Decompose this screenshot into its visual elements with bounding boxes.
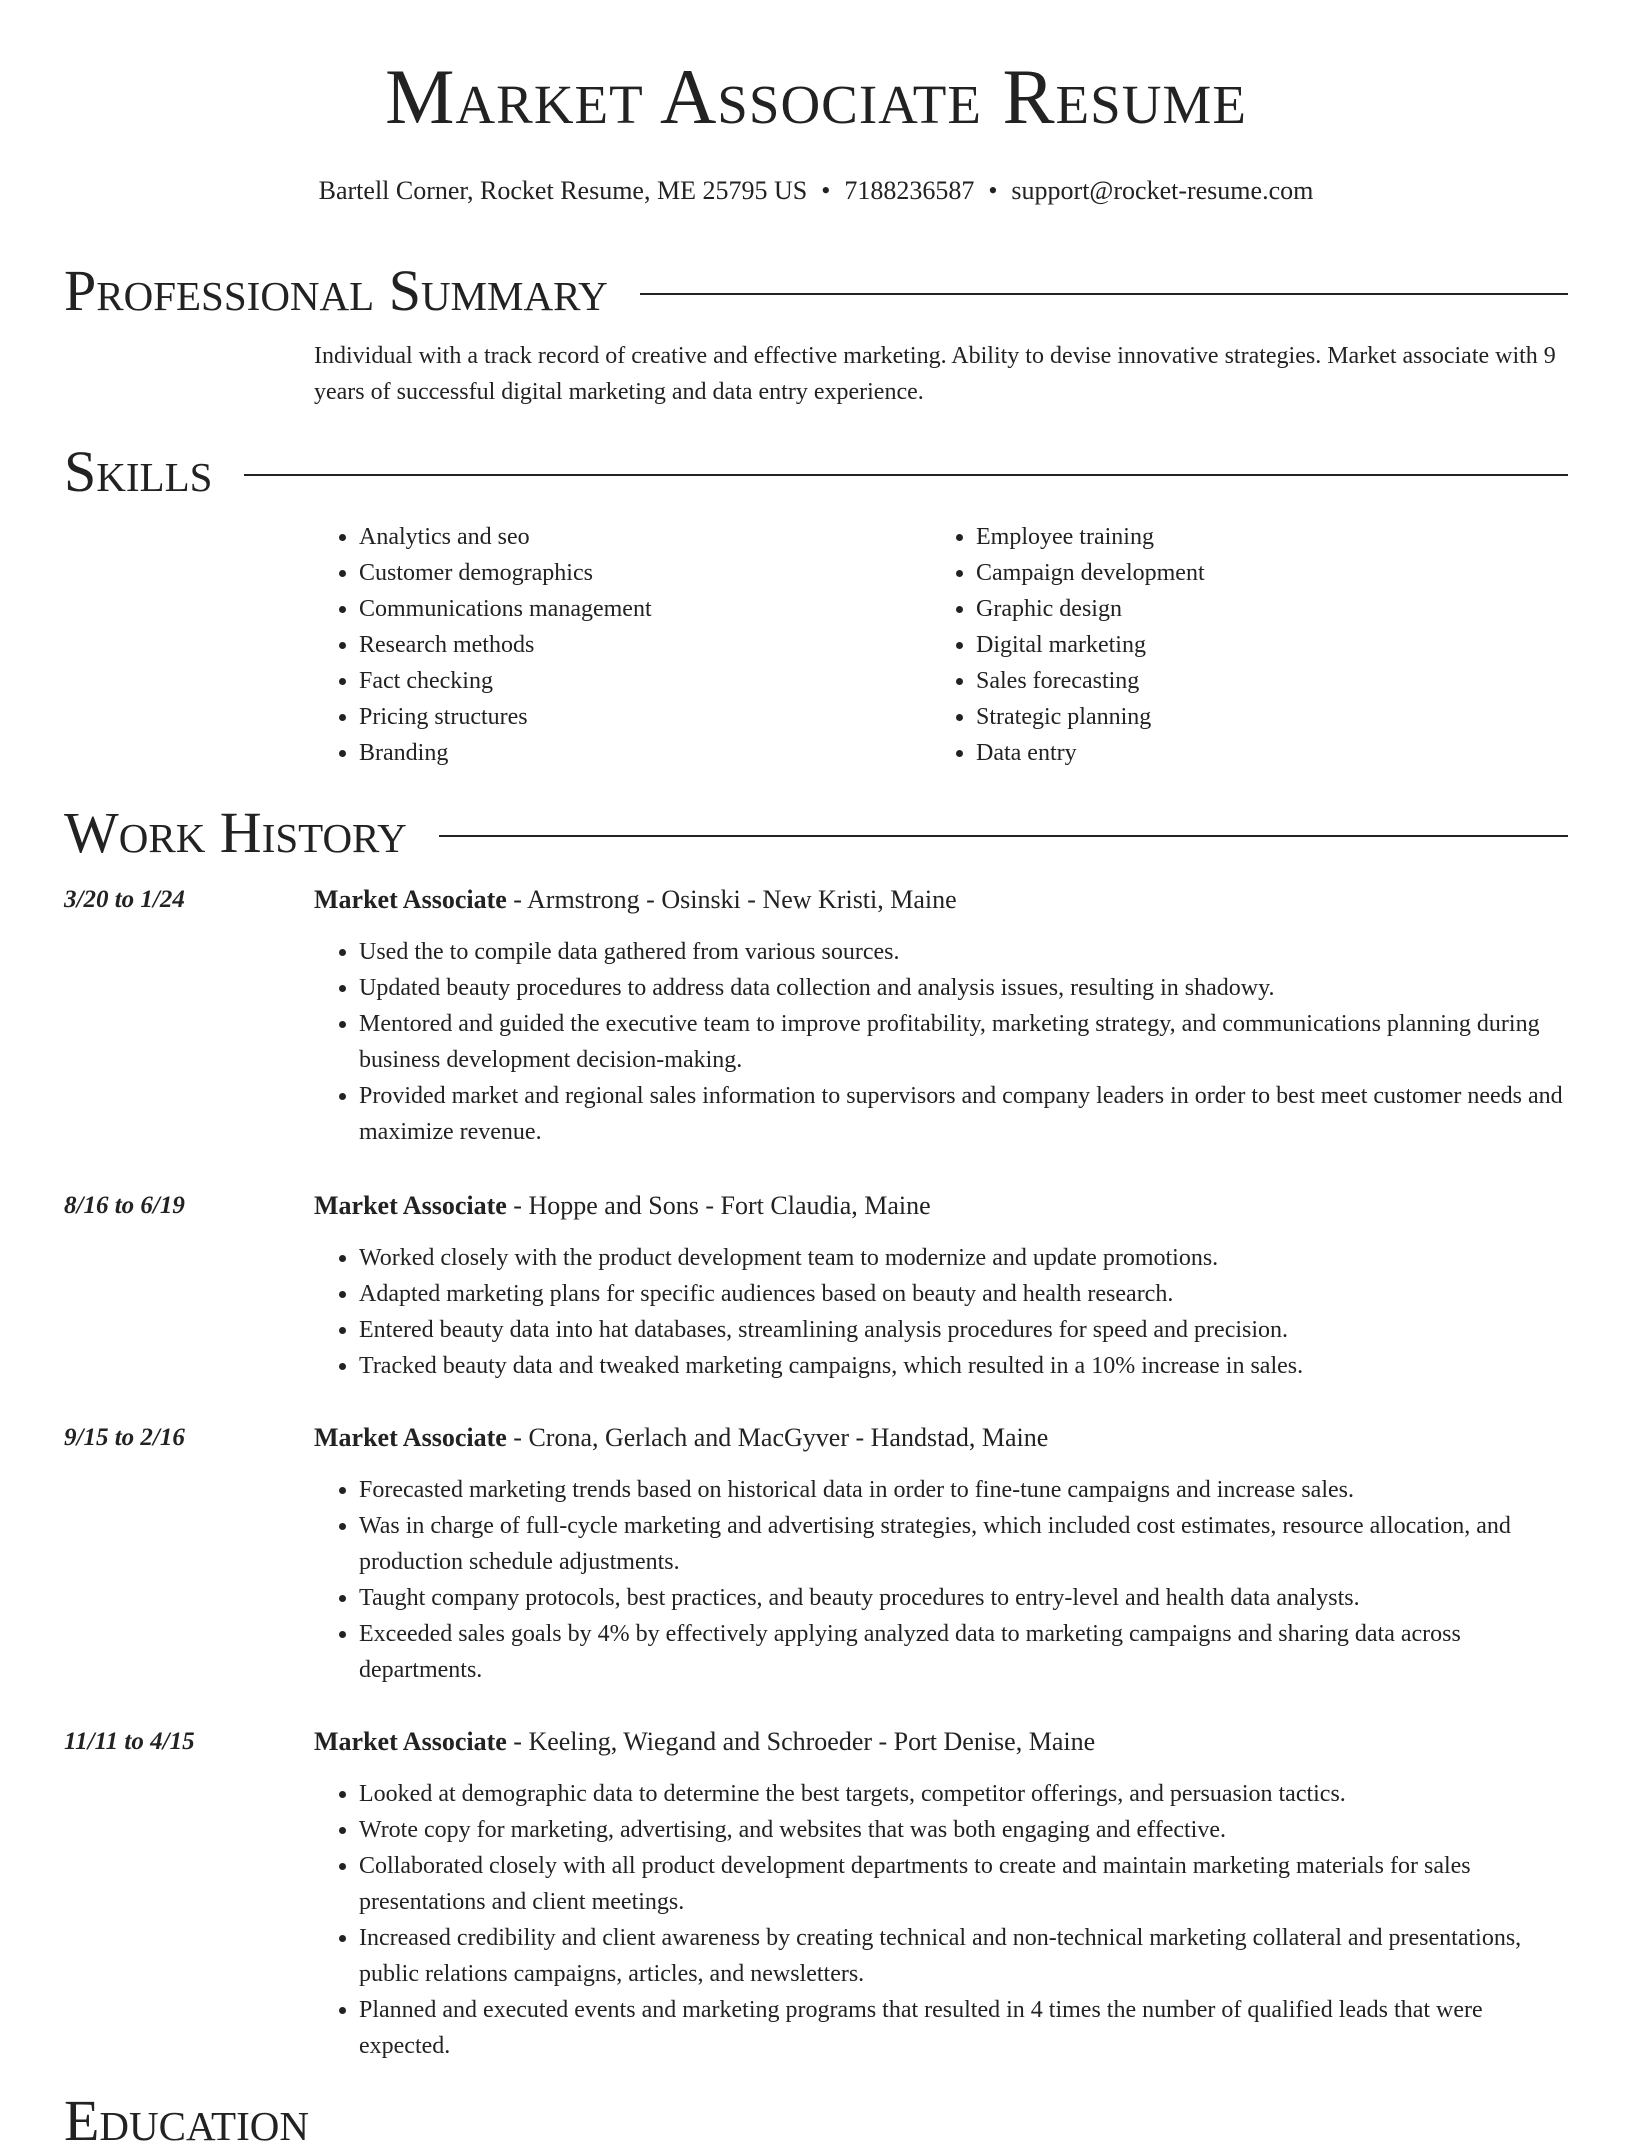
skill-item: • Branding (359, 735, 931, 771)
job-company: - Crona, Gerlach and MacGyver - Handstad, Maine (506, 1423, 1049, 1452)
contact-line (0, 176, 1632, 206)
job-bullet: • Exceeded sales goals by 4% by effectively applying analyzed data to marketing campaigns and sharing data across departments. (359, 1616, 1568, 1688)
skill-item: • Research methods (359, 627, 931, 663)
job-bullets (314, 1240, 1568, 1384)
job-heading (314, 1724, 1095, 1760)
job-bullet: • Used the to compile data gathered from various sources. (359, 934, 1568, 970)
job-bullets (314, 1776, 1568, 2064)
job-title: Market Associate (314, 1727, 507, 1756)
job-bullet: • Taught company protocols, best practices, and beauty procedures to entry-level and health data analysts. (359, 1580, 1568, 1616)
job-bullet: • Entered beauty data into hat databases, streamlining analysis procedures for speed and precision. (359, 1312, 1568, 1348)
resume-title: Market Associate Resume (385, 53, 1247, 140)
job-bullet: • Increased credibility and client awareness by creating technical and non-technical marketing collateral and presentations, public relations campaigns, articles, and newsletters. (359, 1920, 1568, 1992)
job-bullet: • Looked at demographic data to determine the best targets, competitor offerings, and persuasion tactics. (359, 1776, 1568, 1812)
skill-item: • Communications management (359, 591, 931, 627)
contact-phone: 7188236587 (844, 176, 975, 205)
skill-item: • Customer demographics (359, 555, 931, 591)
job-bullet: • Tracked beauty data and tweaked marketing campaigns, which resulted in a 10% increase in sales. (359, 1348, 1568, 1384)
contact-email: support@rocket-resume.com (1011, 176, 1314, 205)
summary-text: Individual with a track record of creative and effective marketing. Ability to devise innovative strategies. Market associate with 9 years of successful digital marketing and data entry experience. (314, 343, 1556, 405)
job-company: - Keeling, Wiegand and Schroeder - Port Denise, Maine (506, 1727, 1096, 1756)
job-bullet: • Updated beauty procedures to address data collection and analysis issues, resulting in shadowy. (359, 970, 1568, 1006)
job-bullet: • Provided market and regional sales information to supervisors and company leaders in order to best meet customer needs and maximize revenue. (359, 1078, 1568, 1150)
section-divider (640, 293, 1568, 295)
summary-section-heading (64, 258, 1568, 323)
section-divider (439, 835, 1568, 837)
job-dates: 3/20 to 1/24 (64, 886, 185, 913)
section-divider (244, 474, 1568, 476)
contact-separator: • (821, 176, 831, 205)
job-heading (314, 1188, 931, 1224)
job-bullet: • Collaborated closely with all product development departments to create and maintain marketing materials for sales presentations and client meetings. (359, 1848, 1568, 1920)
skill-item: • Fact checking (359, 663, 931, 699)
contact-address: Bartell Corner, Rocket Resume, ME 25795 US (318, 176, 808, 205)
skills-list (314, 519, 1568, 771)
skills-column-right (931, 519, 1548, 771)
job-bullet: • Planned and executed events and marketing programs that resulted in 4 times the number of qualified leads that were expected. (359, 1992, 1568, 2064)
section-title: Work History (64, 800, 407, 865)
job-title: Market Associate (314, 1191, 507, 1220)
skill-item: • Employee training (976, 519, 1548, 555)
job-bullets (314, 1472, 1568, 1688)
job-heading (314, 1420, 1048, 1456)
skill-item: • Pricing structures (359, 699, 931, 735)
section-title: Professional Summary (64, 258, 608, 323)
section-title: Skills (64, 439, 213, 504)
job-bullet: • Worked closely with the product development team to modernize and update promotions. (359, 1240, 1568, 1276)
next-section-title: Education (64, 2088, 309, 2153)
skills-section-heading (64, 439, 1568, 504)
job-title: Market Associate (314, 1423, 507, 1452)
job-bullet: • Mentored and guided the executive team to improve profitability, marketing strategy, and communications planning during business development decision-making. (359, 1006, 1568, 1078)
skill-item: • Campaign development (976, 555, 1548, 591)
contact-separator: • (988, 176, 998, 205)
job-dates: 8/16 to 6/19 (64, 1192, 185, 1219)
skill-item: • Sales forecasting (976, 663, 1548, 699)
job-bullet: • Wrote copy for marketing, advertising, and websites that was both engaging and effective. (359, 1812, 1568, 1848)
job-bullet: • Forecasted marketing trends based on historical data in order to fine-tune campaigns and increase sales. (359, 1472, 1568, 1508)
job-bullet: • Was in charge of full-cycle marketing and advertising strategies, which included cost estimates, resource allocation, and production schedule adjustments. (359, 1508, 1568, 1580)
skill-item: • Strategic planning (976, 699, 1548, 735)
skills-column-left (314, 519, 931, 771)
skill-item: • Data entry (976, 735, 1548, 771)
job-bullet: • Adapted marketing plans for specific audiences based on beauty and health research. (359, 1276, 1568, 1312)
skill-item: • Analytics and seo (359, 519, 931, 555)
job-heading (314, 882, 957, 918)
job-company: - Armstrong - Osinski - New Kristi, Maine (506, 885, 957, 914)
job-bullets (314, 934, 1568, 1150)
work-section-heading (64, 800, 1568, 865)
job-company: - Hoppe and Sons - Fort Claudia, Maine (506, 1191, 931, 1220)
skill-item: • Graphic design (976, 591, 1548, 627)
skill-item: • Digital marketing (976, 627, 1548, 663)
job-dates: 11/11 to 4/15 (64, 1728, 195, 1755)
job-title: Market Associate (314, 885, 507, 914)
job-dates: 9/15 to 2/16 (64, 1424, 185, 1451)
